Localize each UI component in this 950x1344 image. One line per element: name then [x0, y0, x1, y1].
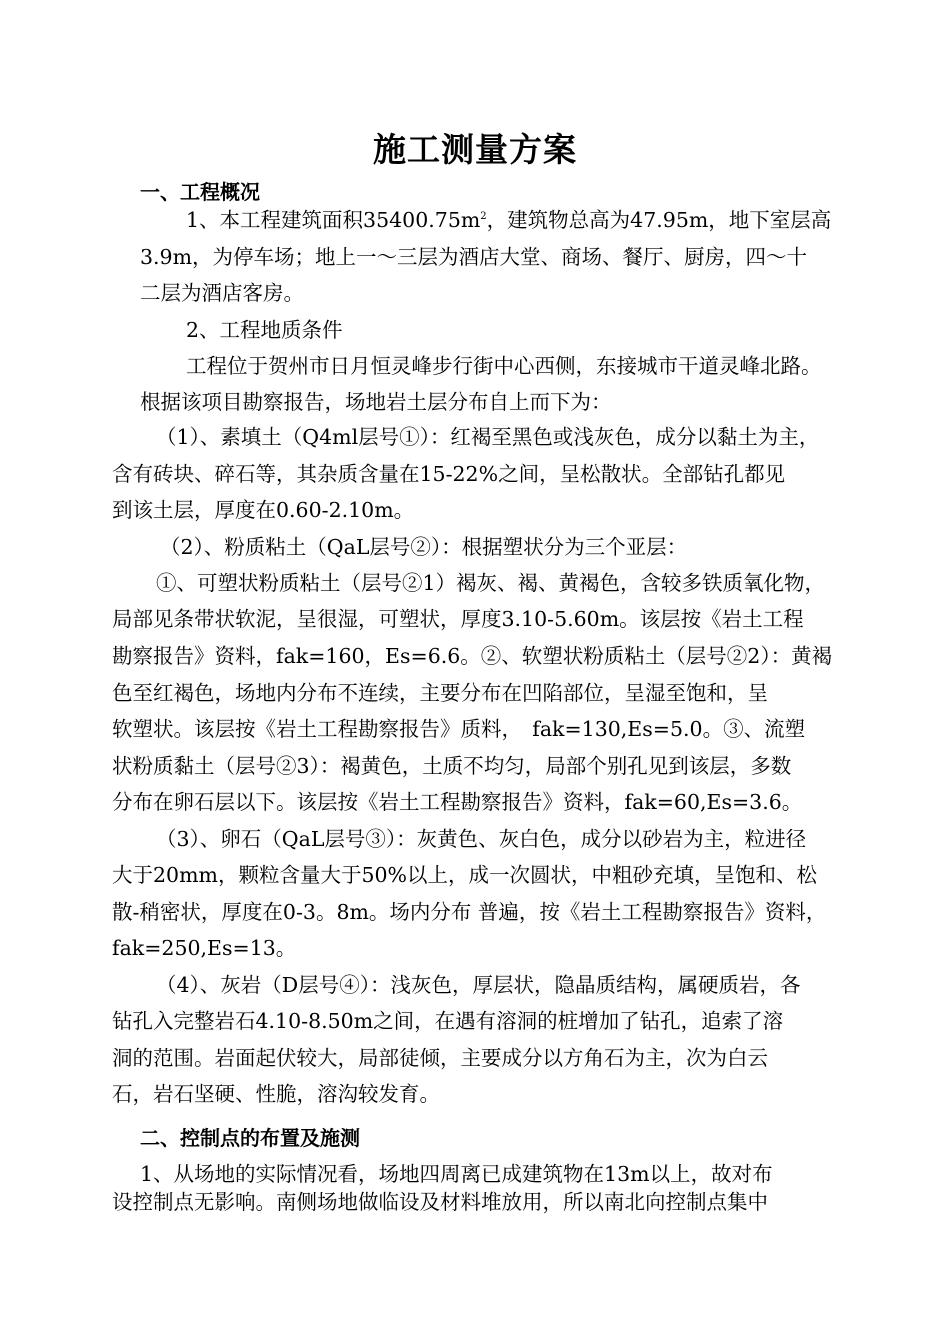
layer-1-line: 到该土层，厚度在0.60-2.10m。	[112, 498, 415, 522]
layer-2-line: 分布在卵石层以下。该层按《岩土工程勘察报告》资料，fak=60,Es=3.6。	[112, 790, 803, 814]
layer-3-line: （3）、卵石（QaL层号③）：灰黄色、灰白色，成分以砂岩为主，粒进径	[156, 827, 807, 851]
subheading-geology: 2、工程地质条件	[186, 318, 343, 342]
layer-2-line: ①、可塑状粉质粘土（层号②1）褐灰、褐、黄褐色，含较多铁质氧化物，	[156, 571, 826, 595]
layer-2-line: 软塑状。该层按《岩土工程勘察报告》质料， fak=130,Es=5.0。③、流塑	[112, 717, 806, 741]
layer-4-line: （4）、灰岩（D层号④）：浅灰色，厚层状，隐晶质结构，属硬质岩，各	[156, 973, 801, 997]
layer-3-line: 大于20mm，颗粒含量大于50%以上，成一次圆状，中粗砂充填，呈饱和、松	[112, 863, 818, 887]
layer-2-line: 局部见条带状软泥，呈很湿，可塑状，厚度3.10-5.60m。该层按《岩土工程	[112, 607, 804, 631]
paragraph-line: 3.9m，为停车场；地上一～三层为酒店大堂、商场、餐厅、厨房，四～十	[140, 245, 808, 269]
layer-4-line: 石，岩石坚硬、性脆，溶沟较发育。	[112, 1082, 440, 1106]
layer-3-line: 散-稍密状，厚度在0-3。8m。场内分布 普遍，按《岩土工程勘察报告》资料，	[112, 900, 827, 924]
paragraph-line: 二层为酒店客房。	[140, 281, 304, 305]
paragraph-line: 1、本工程建筑面积$35400.75m^2$，建筑物总高为47.95m，地下室层高	[186, 208, 832, 232]
paragraph-line: 根据该项目勘察报告，场地岩土层分布自上而下为：	[140, 390, 612, 414]
paragraph-line: 设控制点无影响。南侧场地做临设及材料堆放用，所以南北向控制点集中	[112, 1190, 768, 1214]
layer-1-line: 含有砖块、碎石等，其杂质含量在15-22%之间，呈松散状。全部钻孔都见	[112, 462, 786, 486]
layer-1-line: （1）、素填土（Q4ml层号①）：红褐至黑色或浅灰色，成分以黏土为主，	[156, 425, 820, 449]
layer-2-line: 勘察报告》资料，fak=160，Es=6.6。②、软塑状粉质粘土（层号②2）：黄褐	[112, 644, 833, 668]
section-heading-overview: 一、工程概况	[140, 180, 260, 204]
layer-4-line: 钻孔入完整岩石4.10-8.50m之间，在遇有溶洞的桩增加了钻孔，追索了溶	[112, 1009, 784, 1033]
layer-3-line: fak=250,Es=13。	[112, 936, 297, 960]
layer-2-line: 色至红褐色，场地内分布不连续，主要分布在凹陷部位，呈湿至饱和，呈	[112, 681, 768, 705]
layer-4-line: 洞的范围。岩面起伏较大，局部徒倾，主要成分以方角石为主，次为白云	[112, 1046, 768, 1070]
layer-2-heading: （2）、粉质粘土（QaL层号②）：根据塑状分为三个亚层：	[160, 535, 688, 559]
layer-2-line: 状粉质黏土（层号②3）：褐黄色，土质不均匀，局部个别孔见到该层，多数	[112, 754, 792, 778]
document-title: 施工测量方案	[373, 130, 577, 169]
paragraph-line: 1、从场地的实际情况看，场地四周离已成建筑物在13m以上，故对布	[140, 1162, 773, 1186]
paragraph-line: 工程位于贺州市日月恒灵峰步行街中心西侧，东接城市干道灵峰北路。	[186, 354, 822, 378]
section-heading-control-points: 二、控制点的布置及施测	[140, 1126, 360, 1150]
